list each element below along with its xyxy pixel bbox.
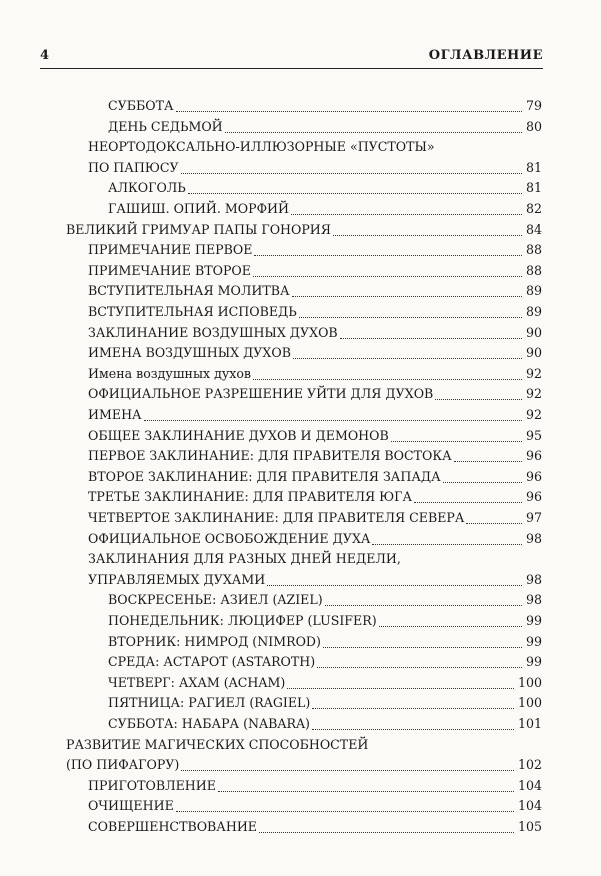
dot-leader — [188, 178, 522, 194]
toc-entry-title: ОФИЦИАЛЬНОЕ ОСВОБОЖДЕНИЕ ДУХА — [88, 530, 371, 546]
toc-entry-page: 99 — [525, 613, 542, 628]
toc-entry — [0, 652, 601, 672]
toc-entry — [0, 96, 601, 116]
toc-entry-page: 88 — [525, 262, 542, 278]
toc-entry — [0, 364, 601, 384]
toc-entry — [0, 446, 601, 466]
toc-entry-page: 100 — [517, 674, 542, 690]
toc-entry — [0, 158, 601, 178]
toc-entry — [0, 343, 601, 363]
toc-entry — [0, 673, 601, 693]
toc-entry-title: ВСТУПИТЕЛЬНАЯ ИСПОВЕДЬ — [88, 304, 297, 319]
toc-entry — [0, 220, 601, 240]
page-number: 4 — [40, 48, 50, 63]
toc-entry-page: 81 — [525, 159, 542, 175]
toc-entry-title: ОФИЦИАЛЬНОЕ РАЗРЕШЕНИЕ УЙТИ ДЛЯ ДУХОВ — [88, 386, 434, 402]
dot-leader — [391, 426, 522, 442]
dot-leader — [267, 570, 522, 586]
toc-entry — [0, 693, 601, 713]
toc-entry-page: 92 — [525, 386, 542, 402]
dot-leader — [287, 673, 514, 689]
toc-entry-page: 96 — [525, 448, 542, 464]
toc-entry-page: 92 — [525, 407, 542, 422]
toc-entry — [0, 384, 601, 404]
toc-entry-page: 98 — [525, 530, 542, 546]
toc-entry — [0, 549, 601, 569]
toc-entry-title: ПОНЕДЕЛЬНИК: ЛЮЦИФЕР (LUSIFER) — [108, 613, 377, 628]
dot-leader — [312, 714, 514, 730]
toc-entry — [0, 467, 601, 487]
dot-leader — [379, 611, 522, 627]
dot-leader — [312, 693, 514, 709]
toc-entry — [0, 611, 601, 631]
toc-entry — [0, 426, 601, 446]
dot-leader — [443, 467, 522, 483]
dot-leader — [225, 117, 522, 133]
toc-entry-page: 96 — [525, 489, 542, 505]
toc-entry-title: ИМЕНА — [88, 407, 142, 422]
toc-entry-page: 104 — [517, 777, 542, 793]
dot-leader — [218, 776, 514, 792]
dot-leader — [325, 590, 522, 606]
toc-entry-title: ЗАКЛИНАНИЯ ДЛЯ РАЗНЫХ ДНЕЙ НЕДЕЛИ, — [88, 551, 401, 567]
toc-entry-title: ПЯТНИЦА: РАГИЕЛ (RAGIEL) — [108, 695, 311, 711]
toc-entry-title: ВТОРОЕ ЗАКЛИНАНИЕ: ДЛЯ ПРАВИТЕЛЯ ЗАПАДА — [88, 468, 441, 484]
toc-entry — [0, 508, 601, 528]
toc-entry-page: 98 — [525, 592, 542, 608]
toc-entry-page: 105 — [517, 819, 542, 834]
toc-entry — [0, 240, 601, 260]
toc-entry-page: 98 — [525, 571, 542, 587]
toc-entry-page: 99 — [525, 654, 542, 670]
toc-entry-title: ВТОРНИК: НИМРОД (NIMROD) — [108, 633, 321, 649]
toc-entry-title: АЛКОГОЛЬ — [108, 180, 186, 196]
toc-entry-title: ЗАКЛИНАНИЕ ВОЗДУШНЫХ ДУХОВ — [88, 324, 338, 340]
dot-leader — [333, 220, 522, 236]
toc-entry-page: 82 — [525, 201, 542, 216]
toc-entry — [0, 261, 601, 281]
toc-entry-page: 84 — [525, 221, 542, 237]
toc-entry-title: СУББОТА — [108, 98, 174, 113]
toc-entry-title: ТРЕТЬЕ ЗАКЛИНАНИЕ: ДЛЯ ПРАВИТЕЛЯ ЮГА — [88, 489, 413, 505]
toc-entry — [0, 117, 601, 137]
toc-entry-page: 89 — [525, 283, 542, 299]
toc-entry-page: 97 — [525, 510, 542, 525]
toc-entry-title: СУББОТА: НАБАРА (NABARA) — [108, 716, 310, 731]
toc-entry-page: 96 — [525, 468, 542, 484]
toc-entry-page: 102 — [517, 757, 542, 773]
dot-leader — [292, 281, 522, 297]
toc-entry-title: УПРАВЛЯЕМЫХ ДУХАМИ — [88, 571, 266, 587]
dot-leader — [176, 796, 514, 812]
toc-entry-title: ПРИГОТОВЛЕНИЕ — [88, 777, 216, 793]
dot-leader — [323, 632, 522, 648]
toc-entry — [0, 323, 601, 343]
toc-entry — [0, 632, 601, 652]
toc-entry — [0, 735, 601, 755]
toc-entry — [0, 487, 601, 507]
dot-leader — [414, 487, 522, 503]
toc-entry-title: ПРИМЕЧАНИЕ ВТОРОЕ — [88, 262, 251, 278]
toc-entry-title: СРЕДА: АСТАРОТ (ASTAROTH) — [108, 654, 316, 670]
toc-entry-page: 99 — [525, 633, 542, 649]
dot-leader — [299, 302, 522, 318]
toc-entry-page: 95 — [525, 427, 542, 443]
dot-leader — [253, 364, 522, 380]
dot-leader — [340, 323, 522, 339]
toc-entry-page: 101 — [517, 716, 542, 731]
toc-entry-page: 90 — [525, 324, 542, 340]
running-header — [40, 48, 543, 69]
toc-entry-title: ВОСКРЕСЕНЬЕ: АЗИЕЛ (AZIEL) — [108, 592, 323, 608]
toc-entry — [0, 302, 601, 322]
toc-entry — [0, 199, 601, 219]
toc-entry-page: 80 — [525, 118, 542, 134]
dot-leader — [254, 240, 522, 256]
toc-entry-title: ЧЕТВЕРТОЕ ЗАКЛИНАНИЕ: ДЛЯ ПРАВИТЕЛЯ СЕВЕРА — [88, 510, 465, 525]
toc-entry-title: СОВЕРШЕНСТВОВАНИЕ — [88, 819, 257, 834]
dot-leader — [291, 199, 522, 215]
dot-leader — [466, 508, 522, 524]
toc-entry-title: ВСТУПИТЕЛЬНАЯ МОЛИТВА — [88, 283, 290, 299]
toc-entry-page: 104 — [517, 798, 542, 814]
toc-entry-page: 100 — [517, 695, 542, 711]
toc-entry-page: 89 — [525, 304, 542, 319]
toc-entry — [0, 405, 601, 425]
toc-entry-page: 90 — [525, 345, 542, 361]
toc-entry-title: НЕОРТОДОКСАЛЬНО-ИЛЛЮЗОРНЫЕ «ПУСТОТЫ» — [88, 139, 435, 155]
toc-entry — [0, 796, 601, 816]
toc-entry — [0, 590, 601, 610]
dot-leader — [259, 817, 514, 833]
dot-leader — [181, 755, 514, 771]
toc-entry-title: (ПО ПИФАГОРУ) — [66, 757, 180, 773]
dot-leader — [435, 384, 522, 400]
toc-entry-title: ЧЕТВЕРГ: АХАМ (ACHAM) — [108, 674, 286, 690]
dot-leader — [317, 652, 522, 668]
dot-leader — [293, 343, 522, 359]
dot-leader — [454, 446, 522, 462]
toc-entry-title: ГАШИШ. ОПИЙ. МОРФИЙ — [108, 201, 289, 216]
toc-entry-title: ПО ПАПЮСУ — [88, 159, 179, 175]
dot-leader — [144, 405, 522, 421]
toc-entry-title: РАЗВИТИЕ МАГИЧЕСКИХ СПОСОБНОСТЕЙ — [66, 736, 369, 752]
toc-entry-title: ПРИМЕЧАНИЕ ПЕРВОЕ — [88, 242, 253, 258]
dot-leader — [181, 158, 522, 174]
dot-leader — [176, 96, 522, 112]
toc-entry-page: 92 — [525, 365, 542, 381]
toc-entry — [0, 570, 601, 590]
toc-entry — [0, 137, 601, 157]
toc-entry-title: Имена воздушных духов — [88, 365, 252, 381]
toc-entry-title: ИМЕНА ВОЗДУШНЫХ ДУХОВ — [88, 345, 291, 361]
toc-entry — [0, 178, 601, 198]
toc-entry-title: ДЕНЬ СЕДЬМОЙ — [108, 118, 223, 134]
toc-entry-title: ОБЩЕЕ ЗАКЛИНАНИЕ ДУХОВ И ДЕМОНОВ — [88, 427, 389, 443]
toc-entry-title: ВЕЛИКИЙ ГРИМУАР ПАПЫ ГОНОРИЯ — [66, 221, 331, 237]
toc-entry — [0, 281, 601, 301]
toc-entry — [0, 755, 601, 775]
toc-entry-page: 88 — [525, 242, 542, 258]
toc-entry-page: 81 — [525, 180, 542, 196]
toc-entry — [0, 817, 601, 837]
section-title: ОГЛАВЛЕНИЕ — [428, 48, 543, 63]
toc-entry-page: 79 — [525, 98, 542, 113]
toc-entry-title: ОЧИЩЕНИЕ — [88, 798, 174, 814]
toc-entry — [0, 714, 601, 734]
toc-entry-title: ПЕРВОЕ ЗАКЛИНАНИЕ: ДЛЯ ПРАВИТЕЛЯ ВОСТОКА — [88, 448, 452, 464]
dot-leader — [253, 261, 522, 277]
toc-entry — [0, 776, 601, 796]
dot-leader — [372, 529, 522, 545]
toc-entry — [0, 529, 601, 549]
